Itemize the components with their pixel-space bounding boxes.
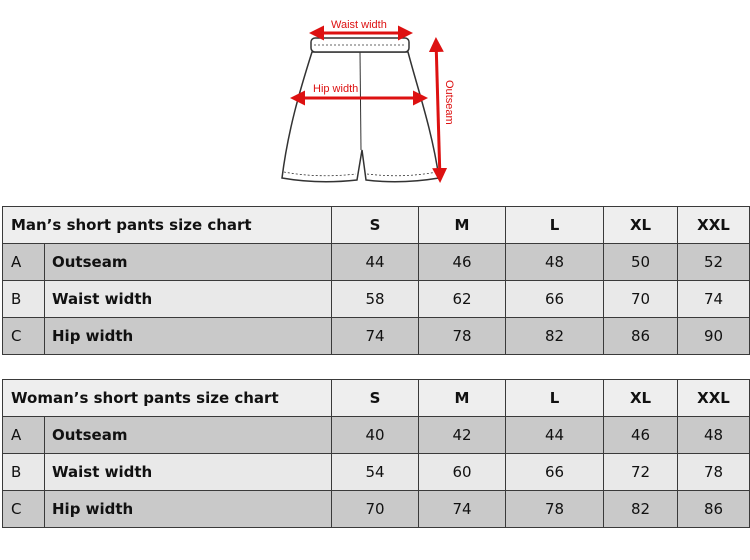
size-value: 62 — [419, 281, 506, 318]
size-value: 46 — [604, 417, 678, 454]
women-header-row — [3, 380, 750, 417]
size-value: 66 — [506, 454, 604, 491]
size-header-xl: XL — [604, 207, 678, 244]
size-value: 44 — [332, 244, 419, 281]
women-row-outseam — [3, 417, 750, 454]
men-row-outseam — [3, 244, 750, 281]
size-value: 82 — [506, 318, 604, 355]
size-value: 66 — [506, 281, 604, 318]
men-size-chart — [2, 206, 750, 355]
size-value: 54 — [332, 454, 419, 491]
men-chart-title: Man’s short pants size chart — [3, 207, 332, 244]
size-value: 50 — [604, 244, 678, 281]
outseam-label: Outseam — [443, 80, 455, 125]
size-value: 78 — [678, 454, 750, 491]
size-value: 86 — [604, 318, 678, 355]
size-header-l: L — [506, 380, 604, 417]
size-header-xl: XL — [604, 380, 678, 417]
size-value: 86 — [678, 491, 750, 528]
size-header-s: S — [332, 207, 419, 244]
size-value: 78 — [506, 491, 604, 528]
size-value: 42 — [419, 417, 506, 454]
size-header-m: M — [419, 380, 506, 417]
row-code: A — [3, 244, 45, 281]
men-header-row — [3, 207, 750, 244]
waist-width-label: Waist width — [331, 19, 387, 31]
size-value: 74 — [678, 281, 750, 318]
men-row-waist — [3, 281, 750, 318]
size-value: 74 — [332, 318, 419, 355]
row-label: Hip width — [45, 318, 332, 355]
women-chart-title: Woman’s short pants size chart — [3, 380, 332, 417]
row-label: Waist width — [45, 281, 332, 318]
row-code: B — [3, 281, 45, 318]
shorts-diagram — [270, 8, 470, 198]
size-value: 74 — [419, 491, 506, 528]
size-value: 90 — [678, 318, 750, 355]
size-header-m: M — [419, 207, 506, 244]
size-value: 48 — [678, 417, 750, 454]
row-label: Outseam — [45, 417, 332, 454]
row-code: A — [3, 417, 45, 454]
size-value: 48 — [506, 244, 604, 281]
row-code: C — [3, 318, 45, 355]
size-value: 52 — [678, 244, 750, 281]
shorts-outline — [282, 38, 439, 182]
women-size-chart — [2, 379, 750, 528]
women-row-hip — [3, 491, 750, 528]
row-label: Waist width — [45, 454, 332, 491]
size-value: 82 — [604, 491, 678, 528]
size-header-s: S — [332, 380, 419, 417]
size-value: 60 — [419, 454, 506, 491]
size-header-xxl: XXL — [678, 380, 750, 417]
row-label: Outseam — [45, 244, 332, 281]
size-value: 70 — [604, 281, 678, 318]
hip-width-label: Hip width — [313, 83, 359, 95]
size-value: 44 — [506, 417, 604, 454]
row-label: Hip width — [45, 491, 332, 528]
size-header-xxl: XXL — [678, 207, 750, 244]
size-value: 78 — [419, 318, 506, 355]
size-value: 70 — [332, 491, 419, 528]
size-header-l: L — [506, 207, 604, 244]
row-code: C — [3, 491, 45, 528]
size-value: 58 — [332, 281, 419, 318]
size-value: 46 — [419, 244, 506, 281]
size-value: 40 — [332, 417, 419, 454]
women-row-waist — [3, 454, 750, 491]
row-code: B — [3, 454, 45, 491]
men-row-hip — [3, 318, 750, 355]
outseam-arrow — [436, 40, 440, 180]
size-value: 72 — [604, 454, 678, 491]
